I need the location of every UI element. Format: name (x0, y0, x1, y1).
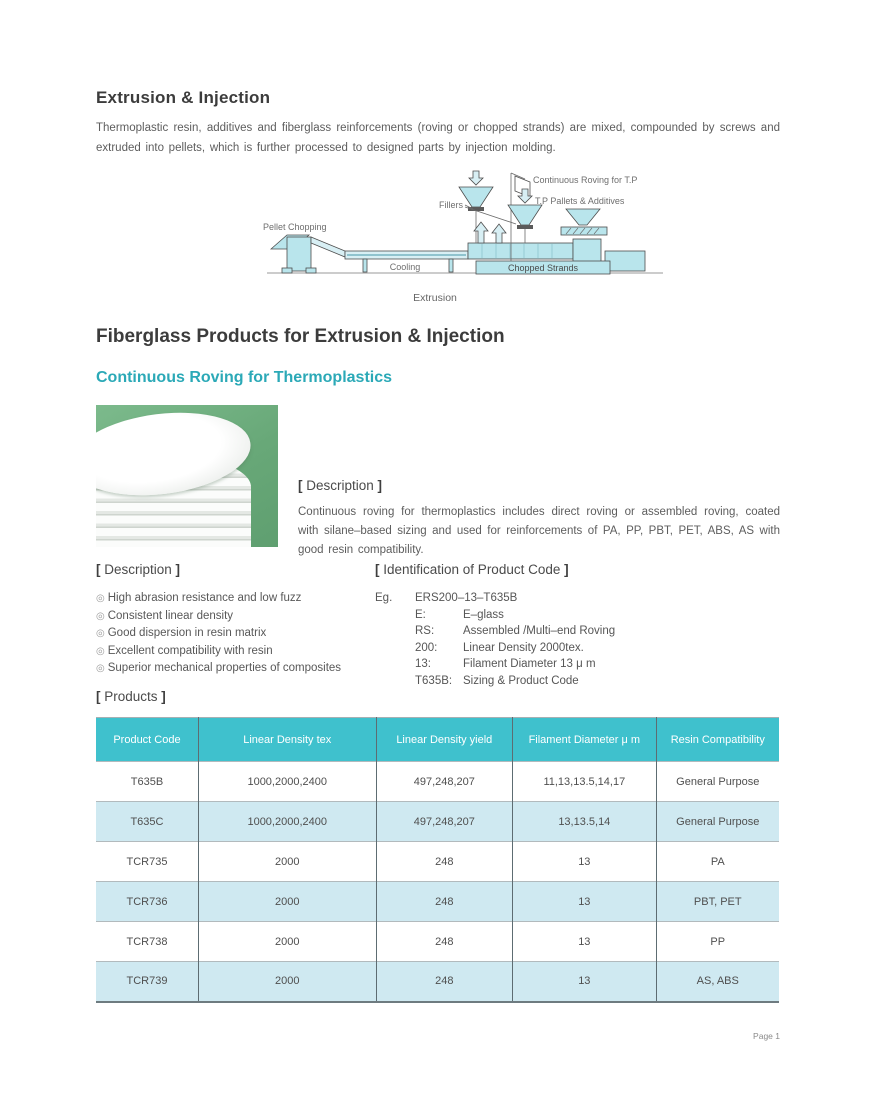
feature-item-label: High abrasion resistance and low fuzz (107, 592, 302, 604)
table-cell: T635B (96, 762, 198, 802)
subsection-heading: Continuous Roving for Thermoplastics (96, 369, 393, 386)
page-number: Page 1 (753, 1031, 780, 1041)
table-cell: 13 (513, 922, 656, 962)
code-part-value: Filament Diameter 13 μ m (463, 658, 596, 671)
code-part-key: E: (415, 608, 426, 621)
bracket-open: [ (96, 689, 101, 704)
vent-arrow (492, 224, 506, 243)
code-part-row (415, 623, 755, 640)
feature-item-label: Consistent linear density (107, 609, 234, 622)
bracket-open: [ (298, 478, 303, 493)
additives-hopper (508, 205, 542, 225)
side-hopper (566, 209, 600, 225)
table-cell: TCR739 (96, 962, 198, 1002)
filler-hopper (459, 187, 493, 207)
features-section (96, 562, 388, 678)
ring-bullet-icon: ◎ (96, 628, 105, 640)
extrusion-line-drawing (263, 167, 665, 287)
table-cell: TCR735 (96, 842, 198, 882)
code-part-row (415, 640, 755, 657)
table-cell: General Purpose (656, 802, 779, 842)
code-part-value: Assembled /Multi–end Roving (463, 625, 616, 638)
features-list (96, 590, 388, 678)
table-cell: 497,248,207 (376, 802, 513, 842)
feed-down-arrow (469, 171, 483, 185)
table-row (96, 802, 779, 842)
products-table (96, 717, 779, 1003)
table-cell: 248 (376, 922, 513, 962)
machine-foot (306, 268, 316, 273)
table-cell: PBT, PET (656, 882, 779, 922)
diagram-label-fillers: Fillers (439, 200, 463, 210)
code-part-row (415, 656, 755, 673)
bracket-open: [ (96, 562, 101, 577)
feature-item (96, 608, 388, 626)
code-part-key: T635B: (415, 674, 453, 687)
ring-bullet-icon: ◎ (96, 663, 105, 675)
diagram-label-cooling: Cooling (389, 262, 421, 272)
bracket-close: ] (161, 689, 166, 704)
table-cell: 248 (376, 882, 513, 922)
diagram-caption: Extrusion (413, 292, 457, 304)
table-cell: PP (656, 922, 779, 962)
ring-bullet-icon: ◎ (96, 593, 105, 604)
identification-section (375, 562, 755, 690)
description-heading-label: Description (302, 478, 378, 493)
table-row (96, 842, 779, 882)
features-heading-label: Description (100, 562, 176, 577)
table-cell: 248 (376, 842, 513, 882)
table-cell: General Purpose (656, 762, 779, 802)
takeoff-belt (311, 237, 345, 257)
roving-product-photo (96, 405, 278, 547)
table-header-row (96, 718, 779, 762)
feature-item (96, 625, 388, 643)
identification-body (375, 590, 755, 690)
section-heading: Fiberglass Products for Extrusion & Injection (96, 326, 505, 347)
table-cell: 1000,2000,2400 (198, 762, 376, 802)
table-row (96, 962, 779, 1002)
table-cell: PA (656, 842, 779, 882)
table-cell: 11,13,13.5,14,17 (513, 762, 656, 802)
eg-label: Eg. (375, 592, 393, 604)
label-pointer-line (465, 207, 516, 224)
products-heading-label: Products (100, 689, 162, 704)
page-title: Extrusion & Injection (96, 88, 271, 107)
column-header: Product Code (96, 718, 198, 762)
description-text: Continuous roving for thermoplastics includes direct roving or assembled roving, coated with silane–based sizing and used for reinforcements of PA, PP, PBT, PET, ABS, AS with good resin compatibility. (298, 506, 780, 556)
products-heading (96, 689, 166, 704)
extrusion-process-diagram (263, 167, 665, 287)
table-row (96, 882, 779, 922)
feature-item (96, 643, 388, 661)
code-part-value: E–glass (463, 608, 504, 621)
code-part-row (415, 673, 755, 690)
identification-heading (375, 562, 755, 577)
code-part-value: Linear Density 2000tex. (463, 641, 584, 654)
trough-leg (363, 259, 367, 272)
table-cell: 2000 (198, 962, 376, 1002)
table-cell: TCR736 (96, 882, 198, 922)
diagram-label-chopped-strands: Chopped Strands (507, 263, 579, 273)
table-row (96, 922, 779, 962)
machine-foot (282, 268, 292, 273)
table-cell: 497,248,207 (376, 762, 513, 802)
table-cell: 13 (513, 962, 656, 1002)
hopper-discharge (517, 225, 533, 229)
table-cell: 2000 (198, 922, 376, 962)
example-row (375, 590, 755, 607)
pellet-chopper-machine (287, 237, 311, 271)
table-cell: 13 (513, 842, 656, 882)
feature-item-label: Excellent compatibility with resin (107, 644, 273, 657)
diagram-label-pellet-chopping: Pellet Chopping (263, 222, 327, 232)
feature-item (96, 660, 388, 678)
code-part-key: 200: (415, 641, 438, 654)
injection-unit (605, 251, 645, 271)
column-header: Linear Density tex (198, 718, 376, 762)
trough-leg (449, 259, 453, 272)
intro-paragraph: Thermoplastic resin, additives and fiberglass reinforcements (roving or chopped strands) are mixed, compounded by screws and extruded into pellets, which is further processed to designed parts by injection molding. (96, 122, 780, 155)
table-cell: AS, ABS (656, 962, 779, 1002)
bracket-close: ] (564, 562, 569, 577)
table-row (96, 762, 779, 802)
screw-feeder (561, 227, 607, 235)
code-part-key: RS: (415, 625, 435, 638)
features-heading (96, 562, 388, 577)
products-table-body (96, 762, 779, 1002)
identification-heading-label: Identification of Product Code (379, 562, 565, 577)
code-part-value: Sizing & Product Code (463, 674, 579, 687)
column-header: Resin Compatibility (656, 718, 779, 762)
code-part-key: 13: (415, 658, 431, 671)
diagram-label-continuous-roving: Continuous Roving for T.P (533, 175, 638, 185)
table-cell: 1000,2000,2400 (198, 802, 376, 842)
table-cell: T635C (96, 802, 198, 842)
table-cell: 2000 (198, 842, 376, 882)
extruder-barrel (468, 243, 573, 259)
column-header: Linear Density yield (376, 718, 513, 762)
table-cell: 13,13.5,14 (513, 802, 656, 842)
feature-item-label: Good dispersion in resin matrix (107, 627, 267, 640)
feature-item-label: Superior mechanical properties of composites (107, 662, 342, 675)
table-cell: TCR738 (96, 922, 198, 962)
code-part-rows (375, 607, 755, 690)
ring-bullet-icon: ◎ (96, 645, 105, 657)
diagram-label-tp-pallets: T.P Pallets & Additives (535, 196, 625, 206)
bracket-close: ] (377, 478, 383, 493)
table-cell: 13 (513, 882, 656, 922)
table-cell: 2000 (198, 882, 376, 922)
example-code: ERS200–13–T635B (415, 592, 518, 604)
code-part-row (415, 607, 755, 624)
feature-item (96, 590, 388, 608)
ring-bullet-icon: ◎ (96, 610, 105, 622)
bracket-close: ] (175, 562, 181, 577)
column-header: Filament Diameter μ m (513, 718, 656, 762)
bracket-open: [ (375, 562, 380, 577)
description-heading (298, 478, 780, 493)
table-cell: 248 (376, 962, 513, 1002)
product-description-section (298, 478, 780, 560)
